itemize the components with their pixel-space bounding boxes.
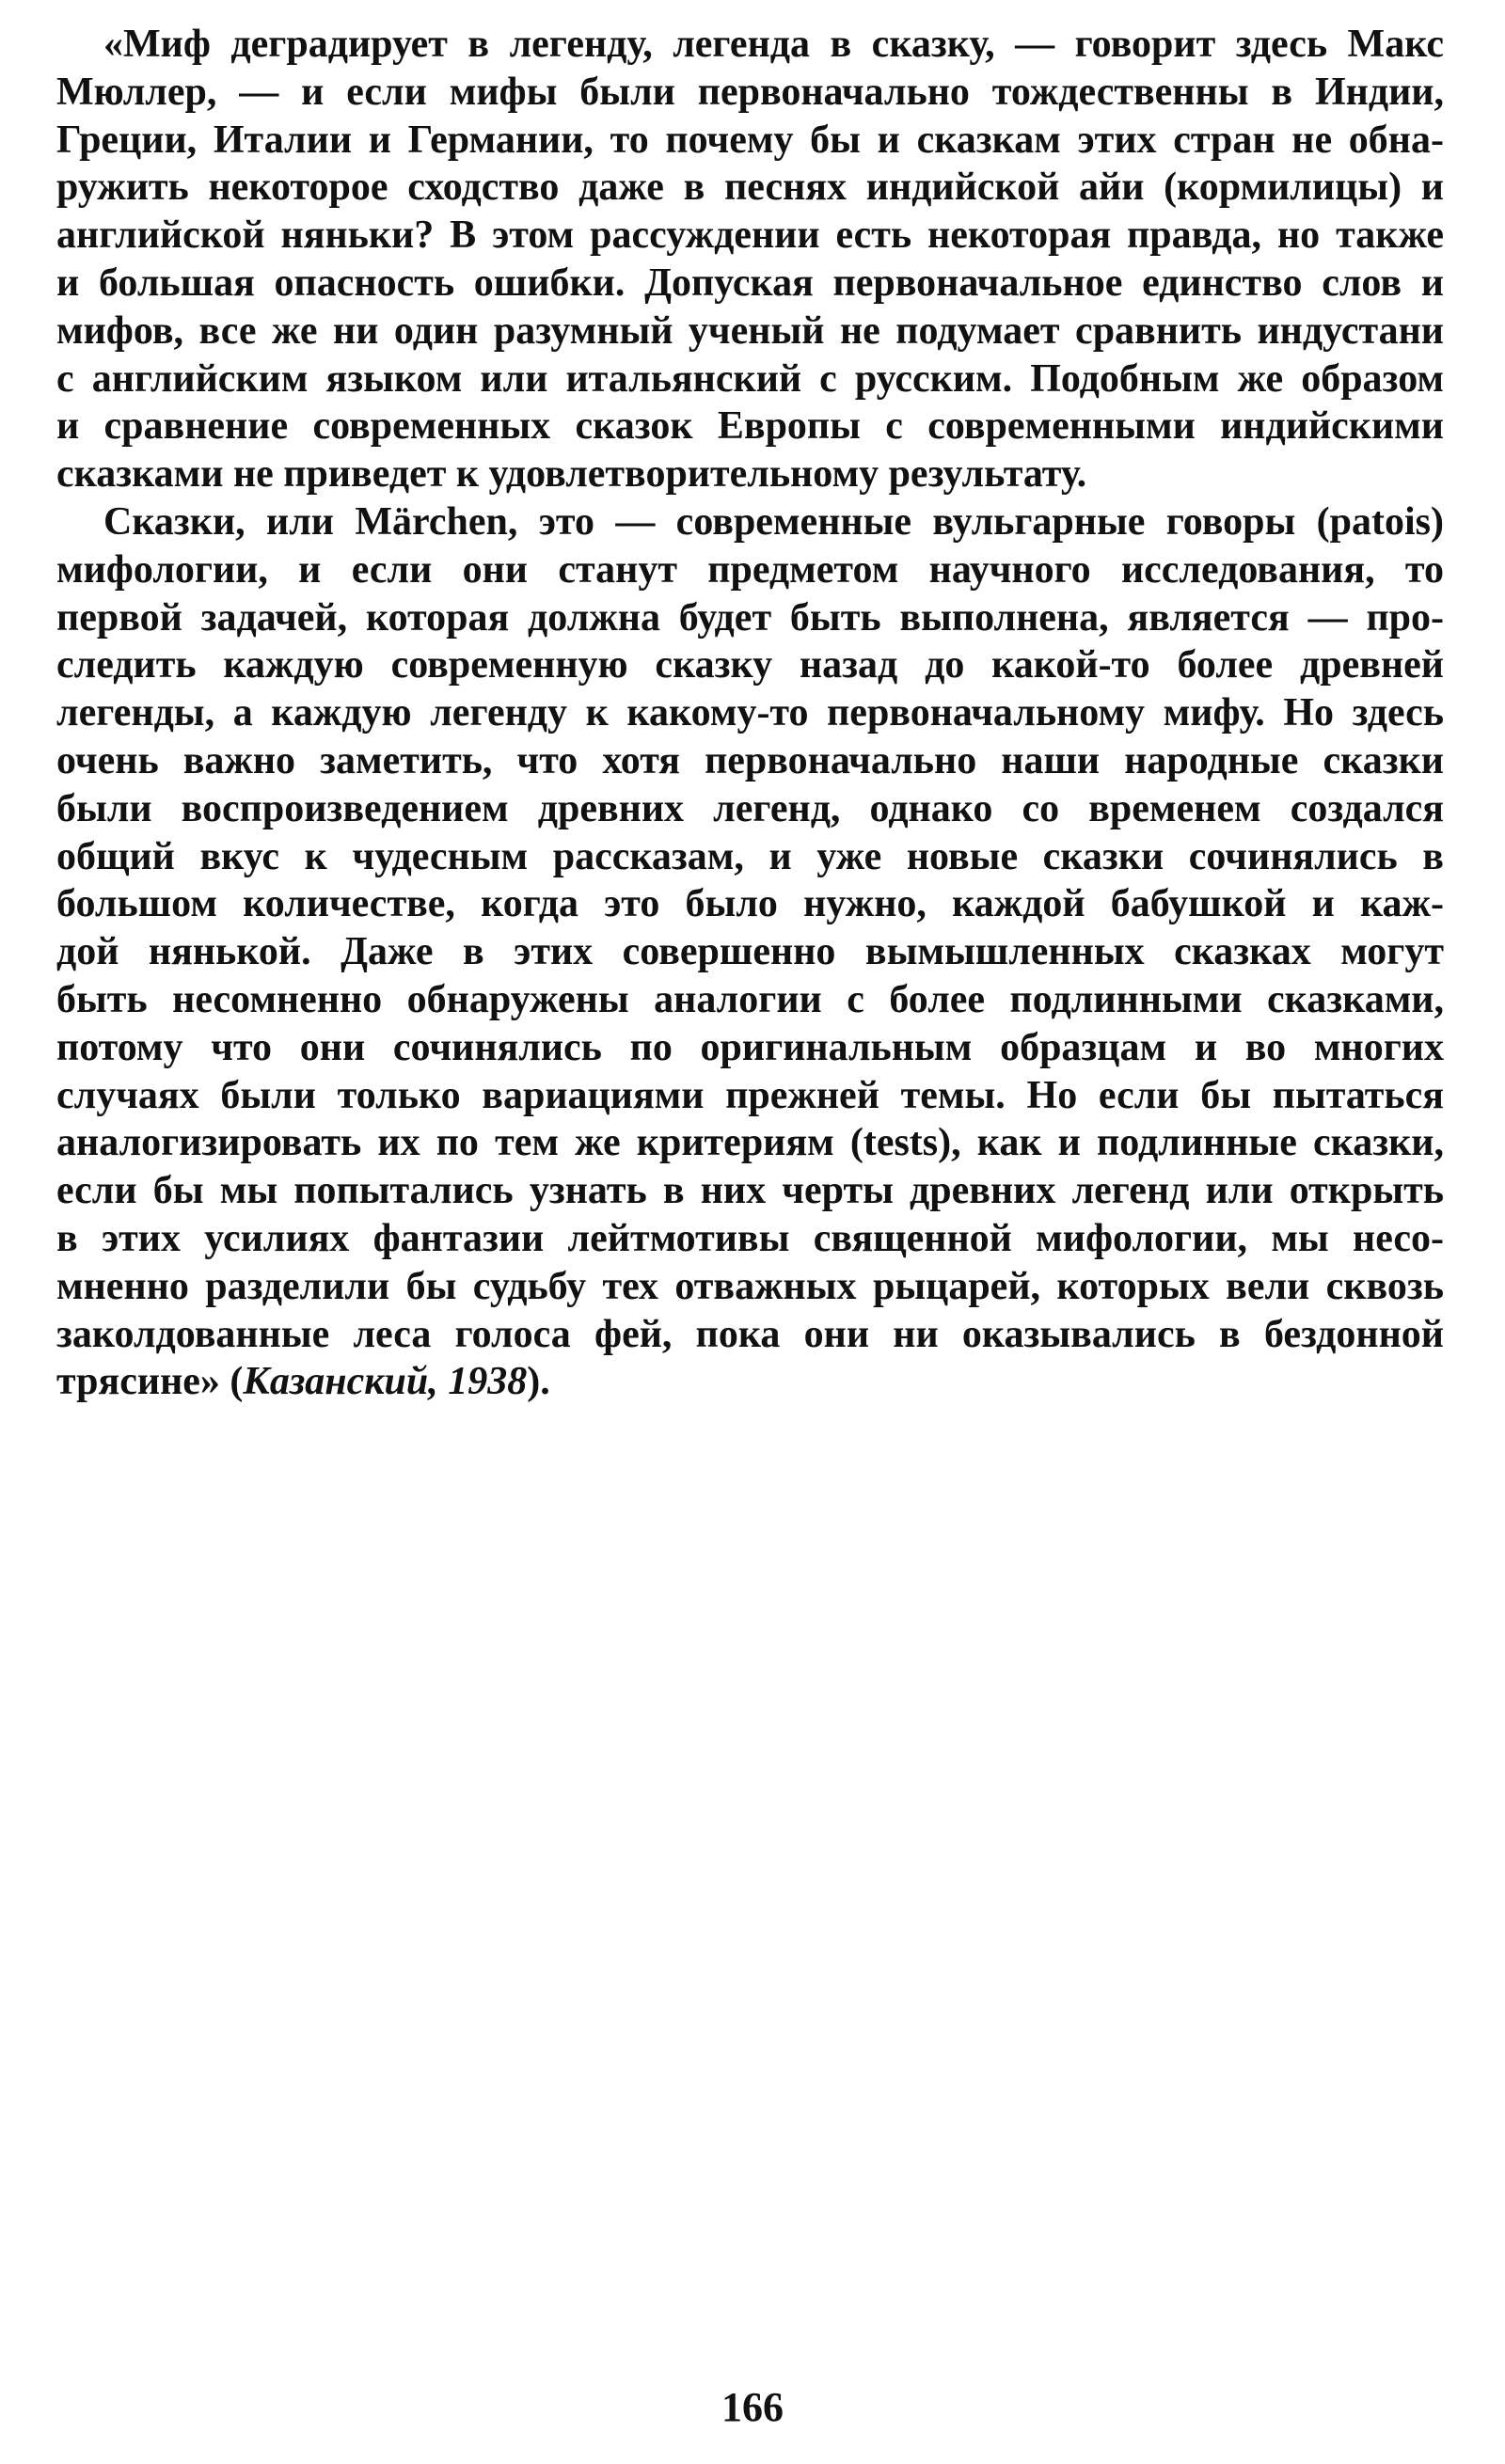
text-line: очень важно заметить, что хотя первоначально наши народные сказки — [56, 738, 1444, 782]
text-line: следить каждую современную сказку назад до какой-то более древней — [56, 643, 1444, 687]
page-body — [56, 21, 1444, 1406]
text-line: случаях были только вариациями прежней темы. Но если бы пытаться — [56, 1073, 1444, 1117]
text-line: быть несомненно обнаружены аналогии с более подлинными сказками, — [56, 977, 1444, 1021]
text-line: общий вкус к чудесным рассказам, и уже новые сказки сочинялись в — [56, 834, 1444, 878]
text-line: были воспроизведением древних легенд, однако со временем создался — [56, 786, 1444, 830]
text-line: Греции, Италии и Германии, то почему бы и сказкам этих стран не обна- — [56, 118, 1444, 162]
closing-punctuation: ). — [527, 1360, 550, 1404]
closing-text: трясине» ( — [56, 1360, 244, 1404]
text-line: сказками не приведет к удовлетворительному результату. — [56, 452, 1087, 497]
text-line: первой задачей, которая должна будет быть выполнена, является — про- — [56, 595, 1444, 640]
paragraph-2 — [56, 498, 1444, 1406]
text-line: мифологии, и если они станут предметом научного исследования, то — [56, 547, 1444, 592]
text-line: и большая опасность ошибки. Допуская первоначальное единство слов и — [56, 261, 1444, 305]
text-line: мифов, все же ни один разумный ученый не подумает сравнить индустани — [56, 308, 1444, 353]
text-line: заколдованные леса голоса фей, пока они ни оказывались в бездонной — [56, 1312, 1444, 1356]
text-line: мненно разделили бы судьбу тех отважных рыцарей, которых вели сквозь — [56, 1264, 1444, 1308]
text-line: если бы мы попытались узнать в них черты древних легенд или открыть — [56, 1169, 1444, 1213]
citation: Казанский, 1938 — [243, 1360, 528, 1404]
page-number: 166 — [721, 2384, 784, 2430]
text-line: дой нянькой. Даже в этих совершенно вымышленных сказках могут — [56, 930, 1444, 974]
text-line: с английским языком или итальянский с русским. Подобным же образом — [56, 356, 1444, 401]
text-line-closing — [56, 1358, 1444, 1406]
text-line: Сказки, или Märchen, это — современные вульгарные говоры (patois) — [103, 499, 1444, 544]
text-line: потому что они сочинялись по оригинальным образцам и во многих — [56, 1025, 1444, 1069]
paragraph-1 — [56, 21, 1444, 498]
text-line: и сравнение современных сказок Европы с современными индийскими — [56, 404, 1444, 449]
text-line: английской няньки? В этом рассуждении есть некоторая правда, но также — [56, 213, 1444, 258]
text-line: в этих усилиях фантазии лейтмотивы священной мифологии, мы несо- — [56, 1216, 1444, 1260]
text-line: большом количестве, когда это было нужно, каждой бабушкой и каж- — [56, 882, 1444, 926]
text-line: ружить некоторое сходство даже в песнях индийской айи (кормилицы) и — [56, 166, 1444, 210]
text-line: аналогизировать их по тем же критериям (tests), как и подлинные сказки, — [56, 1121, 1444, 1165]
text-line: «Миф деградирует в легенду, легенда в сказку, — говорит здесь Макс — [103, 23, 1444, 66]
text-line: Мюллер, — и если мифы были первоначально тождественны в Индии, — [56, 70, 1444, 114]
text-line: легенды, а каждую легенду к какому-то первоначальному мифу. Но здесь — [56, 691, 1444, 735]
